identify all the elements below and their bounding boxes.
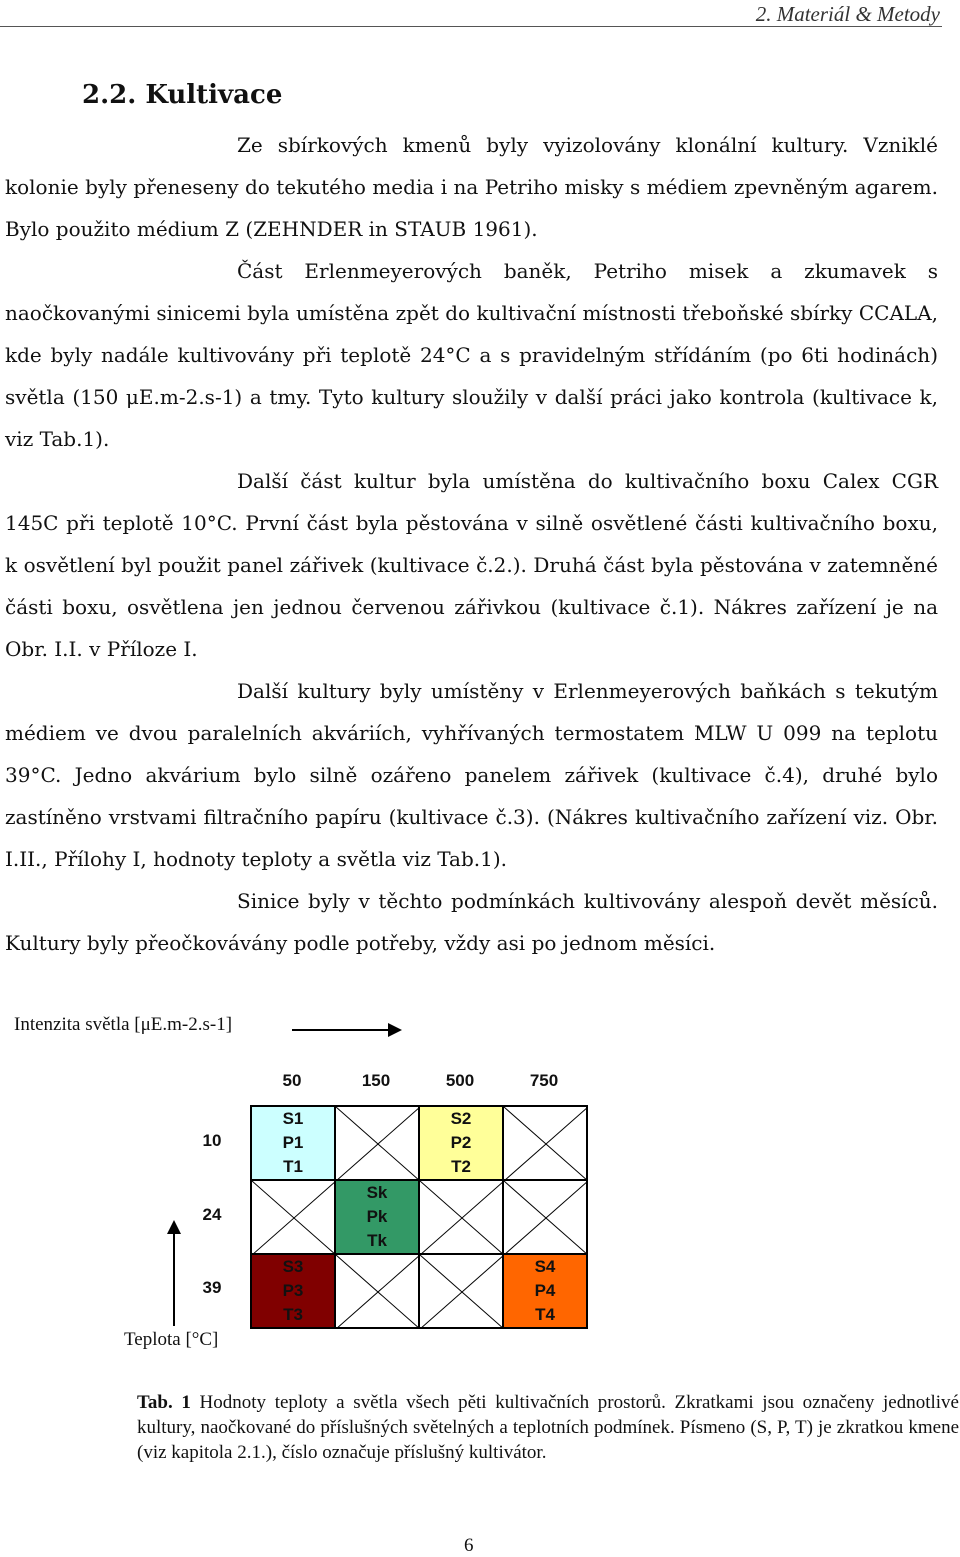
cell-label: P2 (450, 1133, 472, 1152)
light-level-500: 500 (445, 1071, 475, 1090)
empty-crossed-cell (335, 1254, 419, 1328)
empty-crossed-cell (335, 1106, 419, 1180)
temp-axis-label: Teplota [°C] (124, 1329, 219, 1350)
body-text (5, 124, 938, 964)
cross-mark (336, 1255, 420, 1329)
cell-label: S3 (282, 1257, 304, 1276)
cell-label: T2 (451, 1157, 471, 1176)
cross-mark (420, 1181, 504, 1255)
cell-label: P3 (282, 1281, 304, 1300)
paragraph-3: Další část kultur byla umístěna do kultivačního boxu Calex CGR 145C při teplotě 10°C. První část byla pěstována v silně osvětlené části kultivačního boxu, k osvětlení byl použit panel zářivek (kultivace č.2.). Druhá část byla pěstována v zatemněné části boxu, osvětlena jen jednou červenou zářivkou (kultivace č.1). Nákres zařízení je na Obr. I.I. v Příloze I. (5, 469, 938, 661)
temp-axis-arrow (164, 1218, 184, 1328)
chapter-header: 2. Materiál & Metody (755, 2, 940, 26)
empty-crossed-cell (503, 1106, 587, 1180)
cross-mark (504, 1107, 588, 1181)
culture-cell (419, 1106, 503, 1180)
cell-label: Tk (367, 1231, 387, 1250)
temp-level-10: 10 (202, 1131, 222, 1150)
temp-level-24: 24 (202, 1205, 222, 1224)
light-axis-arrow (290, 1020, 405, 1040)
cell-label: Pk (366, 1207, 388, 1226)
table-caption (137, 1390, 959, 1465)
paragraph-5: Sinice byly v těchto podmínkách kultivovány alespoň devět měsíců. Kultury byly přeočkovávány podle potřeby, vždy asi po jednom měsíci. (5, 889, 938, 955)
temp-level-39: 39 (202, 1278, 222, 1297)
caption-label: Tab. 1 (137, 1392, 191, 1413)
cell-label: T3 (283, 1305, 303, 1324)
paragraph-4: Další kultury byly umístěny v Erlenmeyerových baňkách s tekutým médiem ve dvou paralelních akváriích, vyhřívaných termostatem MLW U 099 na teplotu 39°C. Jedno akvárium bylo silně ozářeno panelem zářivek (kultivace č.4), druhé bylo zastíněno vrstvami filtračního papíru (kultivace č.3). (Nákres kultivačního zařízení viz. Obr. I.II., Přílohy I, hodnoty teploty a světla viz Tab.1). (5, 679, 938, 871)
light-level-150: 150 (361, 1071, 391, 1090)
section-heading: 2.2. Kultivace (82, 80, 283, 110)
paragraph-2: Část Erlenmeyerových baněk, Petriho misek a zkumavek s naočkovanými sinicemi byla umístěna zpět do kultivační místnosti třeboňské sbírky CCALA, kde byly nadále kultivovány při teplotě 24°C a s pravidelným střídáním (po 6ti hodinách) světla (150 μE.m-2.s-1) a tmy. Tyto kultury sloužily v další práci jako kontrola (kultivace k, viz Tab.1). (5, 259, 938, 451)
cell-label: T1 (283, 1157, 303, 1176)
light-level-750: 750 (529, 1071, 559, 1090)
empty-crossed-cell (419, 1180, 503, 1254)
header-rule (0, 26, 942, 27)
culture-grid (250, 1105, 588, 1329)
cell-label: P1 (282, 1133, 304, 1152)
cell-label: S2 (450, 1109, 472, 1128)
page-number: 6 (464, 1535, 474, 1556)
paragraph-1: Ze sbírkových kmenů byly vyizolovány klonální kultury. Vzniklé kolonie byly přeneseny do tekutého media i na Petriho misky s médiem zpevněným agarem. Bylo použito médium Z (ZEHNDER in STAUB 1961). (5, 133, 938, 241)
empty-crossed-cell (503, 1180, 587, 1254)
light-axis-label: Intenzita světla [μE.m-2.s-1] (14, 1014, 233, 1035)
empty-crossed-cell (419, 1254, 503, 1328)
cell-label: S4 (534, 1257, 556, 1276)
culture-cell (503, 1254, 587, 1328)
cross-mark (420, 1255, 504, 1329)
cross-mark (252, 1181, 336, 1255)
cross-mark (504, 1181, 588, 1255)
cell-label: P4 (534, 1281, 556, 1300)
culture-cell (251, 1106, 335, 1180)
empty-crossed-cell (251, 1180, 335, 1254)
cell-label: S1 (282, 1109, 304, 1128)
cell-label: T4 (535, 1305, 555, 1324)
culture-cell (335, 1180, 419, 1254)
light-level-50: 50 (282, 1071, 302, 1090)
culture-cell (251, 1254, 335, 1328)
caption-text: Hodnoty teploty a světla všech pěti kultivačních prostorů. Zkratkami jsou označeny jednotlivé kultury, naočkované do příslušných světelných a teplotních podmínek. Písmeno (S, P, T) je zkratkou kmene (viz kapitola 2.1.), číslo označuje příslušný kultivátor. (137, 1392, 959, 1463)
cross-mark (336, 1107, 420, 1181)
cell-label: Sk (366, 1183, 388, 1202)
